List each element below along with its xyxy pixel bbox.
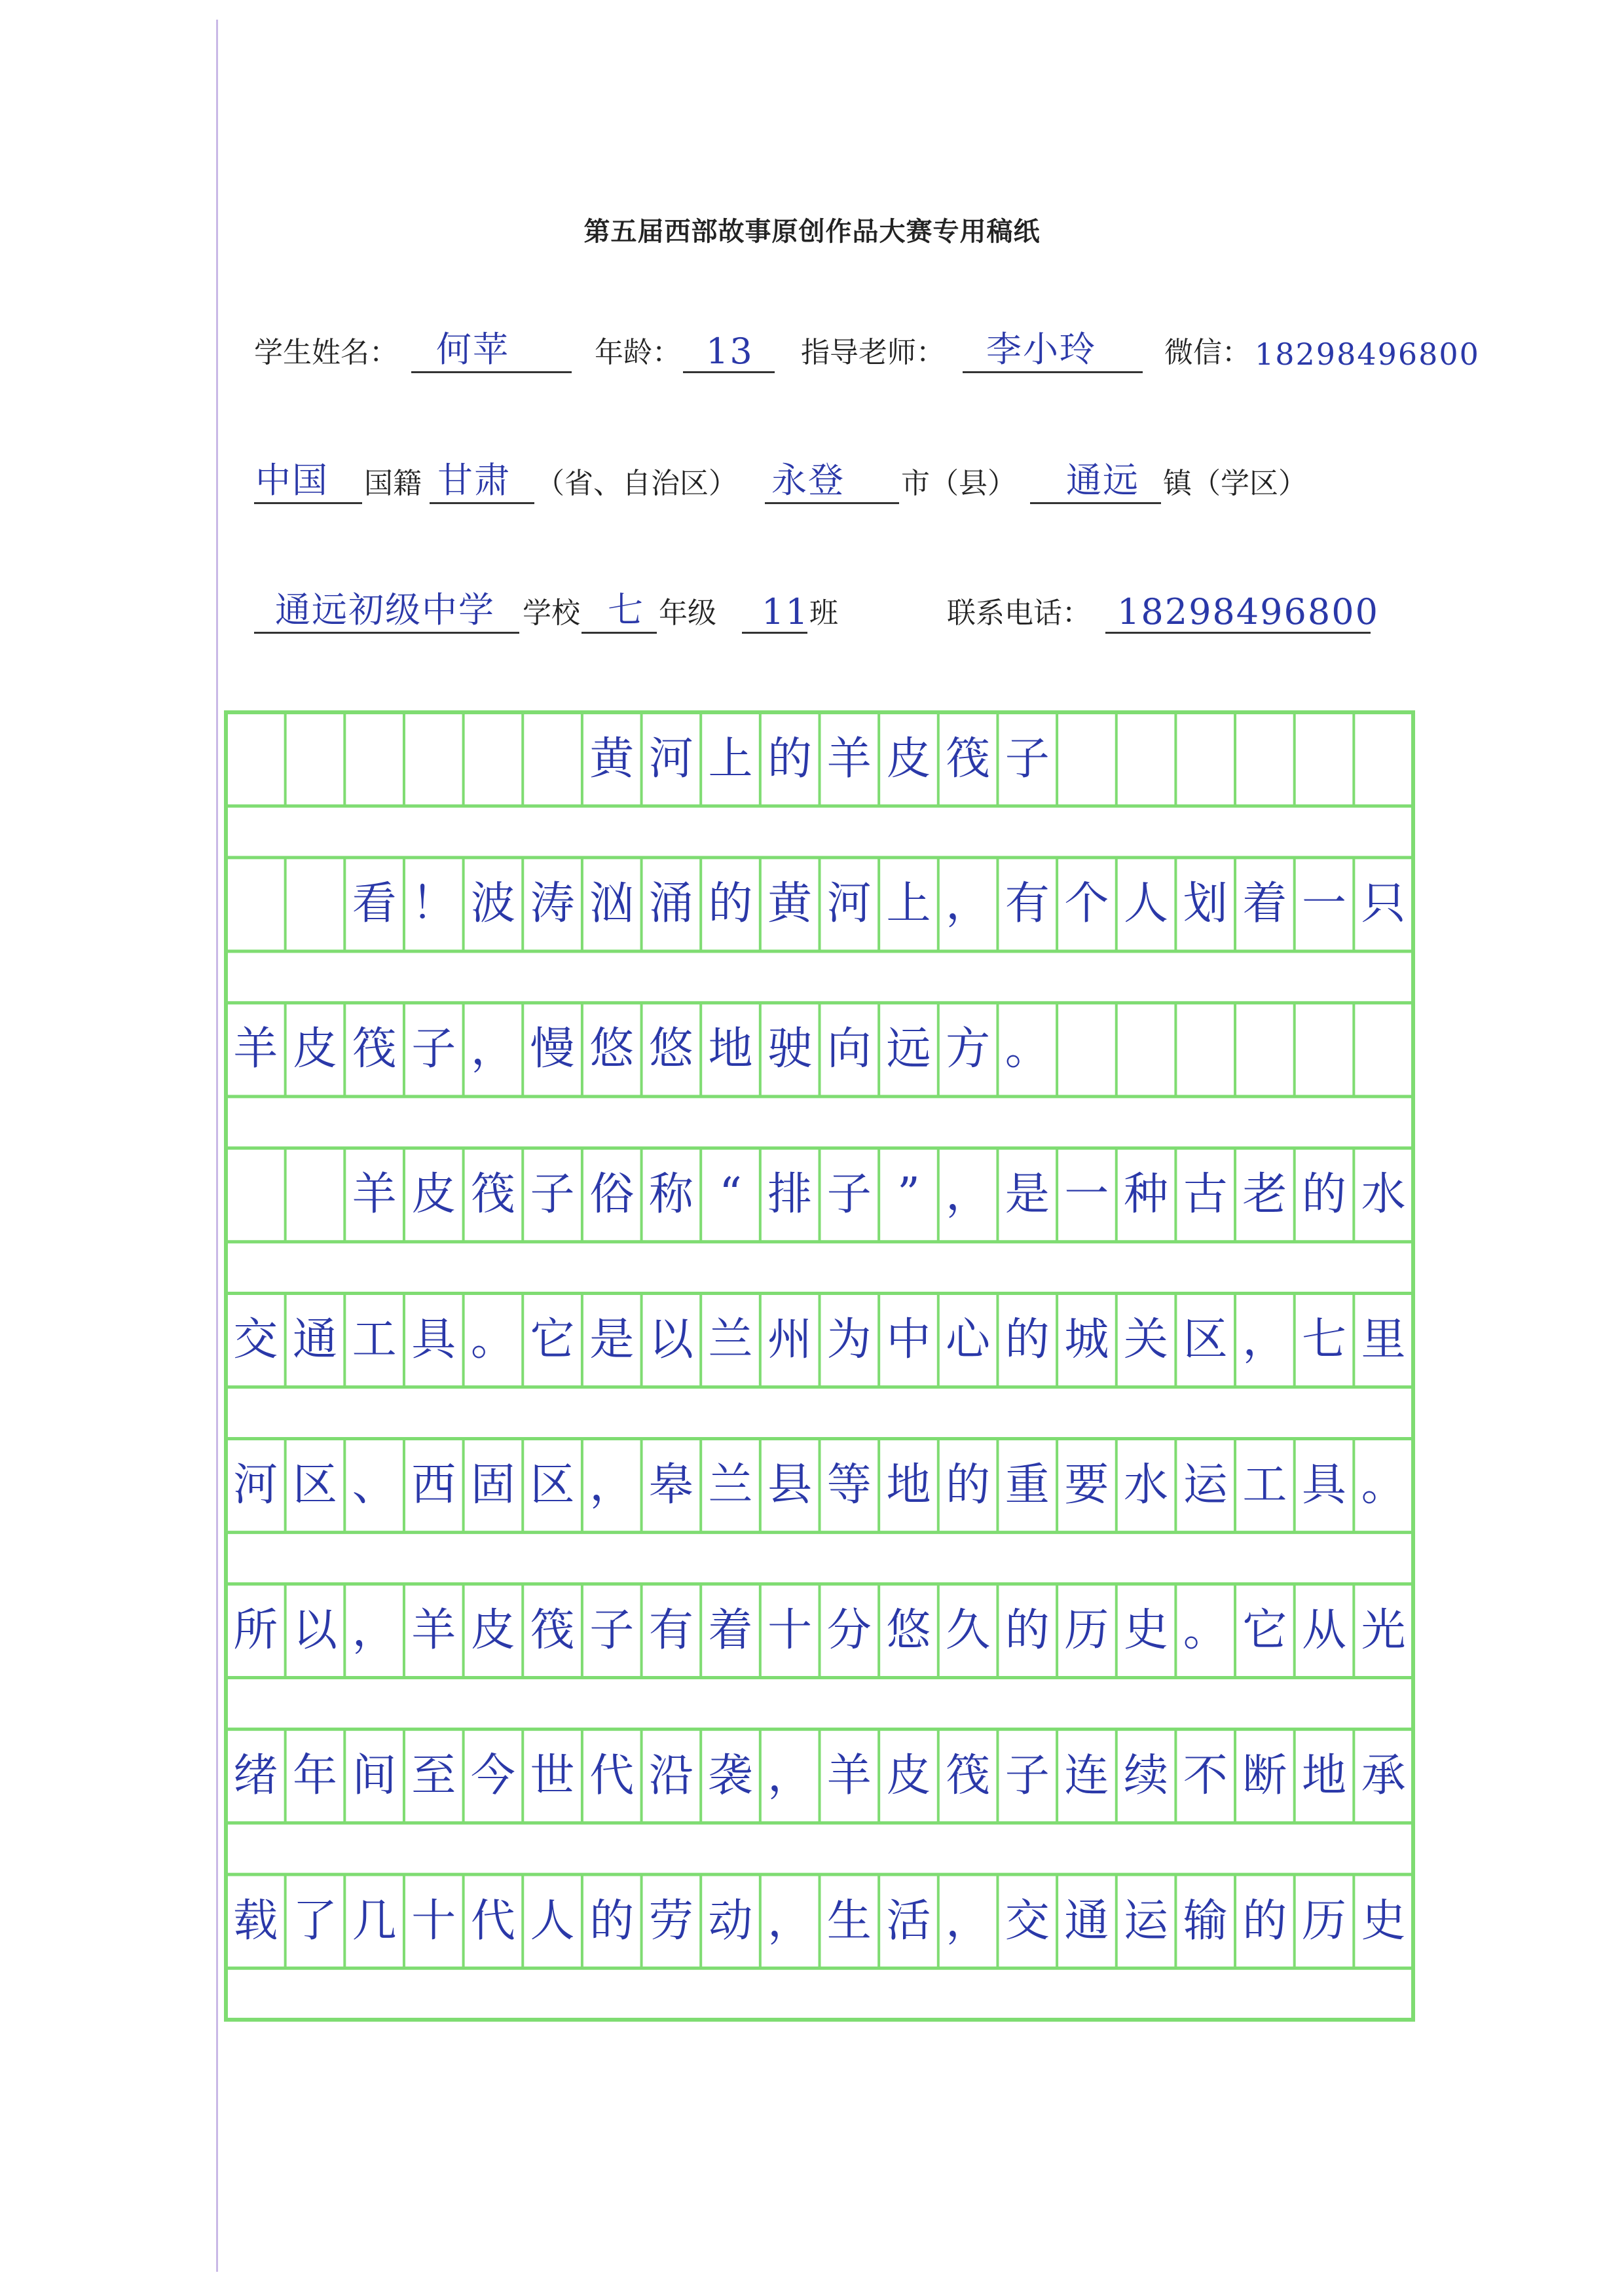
grid-character: 区 <box>292 1459 337 1511</box>
grid-character: 沿 <box>648 1749 693 1802</box>
grid-character: 古 <box>1183 1169 1228 1221</box>
city-value: 永登 <box>771 460 845 501</box>
grid-character: 俗 <box>589 1169 635 1221</box>
grid-character: 子 <box>411 1023 456 1076</box>
grid-character: 子 <box>589 1604 635 1656</box>
grid-character: 交 <box>233 1314 278 1366</box>
grid-character: 动 <box>708 1895 753 1947</box>
grid-character: 中 <box>886 1314 931 1366</box>
grid-character: 袭 <box>708 1749 753 1802</box>
grid-character: 断 <box>1242 1749 1287 1802</box>
grid-character: 的 <box>1005 1314 1050 1366</box>
grid-character: 皋 <box>648 1459 693 1511</box>
grid-character: 城 <box>1064 1314 1109 1366</box>
grid-character: 子 <box>1005 1749 1050 1802</box>
grid-character: 皮 <box>411 1169 456 1221</box>
age-label: 年龄： <box>595 336 681 369</box>
grid-character: 看 <box>352 878 397 930</box>
grid-character: 史 <box>1361 1895 1406 1947</box>
grid-character: 涛 <box>530 878 575 930</box>
grid-character: 人 <box>1124 878 1169 930</box>
grid-character: 交 <box>1005 1895 1050 1947</box>
grid-character: 。 <box>470 1314 515 1366</box>
grid-character: 是 <box>1005 1169 1050 1221</box>
grid-character: ！ <box>411 878 456 930</box>
province-label: （省、自治区） <box>536 467 737 500</box>
grid-character: 所 <box>233 1604 278 1656</box>
grid-character: 地 <box>1302 1749 1347 1802</box>
grid-character: 具 <box>411 1314 456 1366</box>
grid-character: ， <box>1242 1314 1287 1366</box>
grid-character: 区 <box>1183 1314 1228 1366</box>
grid-character: 绪 <box>233 1749 278 1802</box>
grid-character: ， <box>589 1459 635 1511</box>
grid-character: 黄 <box>589 733 635 785</box>
grid-character: 一 <box>1302 878 1347 930</box>
grid-character: 河 <box>233 1459 278 1511</box>
grid-character: 它 <box>1242 1604 1287 1656</box>
grid-character: 的 <box>946 1459 991 1511</box>
grade-label: 年级 <box>659 596 716 630</box>
grid-character: 至 <box>411 1749 456 1802</box>
grid-character: 心 <box>946 1314 991 1366</box>
grid-character: 十 <box>411 1895 456 1947</box>
grid-character: 有 <box>648 1604 693 1656</box>
grid-character: 通 <box>1064 1895 1109 1947</box>
student-name-label: 学生姓名： <box>254 336 398 369</box>
grid-character: 它 <box>530 1314 575 1366</box>
grid-character: 皮 <box>470 1604 515 1656</box>
grid-character: 兰 <box>708 1459 753 1511</box>
grid-character: 黄 <box>767 878 813 930</box>
grid-character: 、 <box>352 1459 397 1511</box>
grid-character: 向 <box>826 1023 872 1076</box>
grid-character: 西 <box>411 1459 456 1511</box>
class-label: 班 <box>809 596 838 630</box>
grid-character: 地 <box>886 1459 931 1511</box>
grid-character: 皮 <box>292 1023 337 1076</box>
grid-character: 光 <box>1361 1604 1406 1656</box>
grid-character: 皮 <box>886 1749 931 1802</box>
grid-character: “ <box>719 1169 742 1221</box>
grid-character: 悠 <box>886 1604 931 1656</box>
grid-character: 子 <box>1005 733 1050 785</box>
town-label: 镇（学区） <box>1163 467 1307 500</box>
grid-character: 兰 <box>708 1314 753 1366</box>
grid-character: 运 <box>1183 1459 1228 1511</box>
school-label: 学校 <box>523 596 580 630</box>
grid-character: 了 <box>292 1895 337 1947</box>
grid-character: 河 <box>826 878 872 930</box>
grid-character: 州 <box>767 1314 813 1366</box>
grade-value: 七 <box>608 589 644 630</box>
town-value: 通远 <box>1066 460 1139 501</box>
grid-character: 历 <box>1064 1604 1109 1656</box>
grid-character: 涌 <box>648 878 693 930</box>
grid-character: 固 <box>470 1459 515 1511</box>
grid-character: 是 <box>589 1314 635 1366</box>
grid-character: 人 <box>530 1895 575 1947</box>
grid-character: 。 <box>1183 1604 1228 1656</box>
grid-character: 县 <box>767 1459 813 1511</box>
grid-character: 十 <box>767 1604 813 1656</box>
grid-character: 筏 <box>470 1169 515 1221</box>
grid-character: 代 <box>589 1749 635 1802</box>
grid-character: ， <box>767 1749 813 1802</box>
grid-character: 为 <box>826 1314 872 1366</box>
class-value: 11 <box>762 591 809 632</box>
grid-character: 重 <box>1005 1459 1050 1511</box>
grid-character: 等 <box>826 1459 872 1511</box>
grid-character: 悠 <box>589 1023 635 1076</box>
grid-character: 着 <box>708 1604 753 1656</box>
grid-character: 羊 <box>352 1169 397 1221</box>
grid-character: 工 <box>352 1314 397 1366</box>
grid-character: 以 <box>292 1604 337 1656</box>
grid-character: 从 <box>1302 1604 1347 1656</box>
grid-character: 皮 <box>886 733 931 785</box>
city-label: 市（县） <box>901 467 1016 500</box>
grid-character: 有 <box>1005 878 1050 930</box>
grid-character: 生 <box>826 1895 872 1947</box>
grid-character: 具 <box>1302 1459 1347 1511</box>
grid-character: 的 <box>767 733 813 785</box>
grid-character: 地 <box>708 1023 753 1076</box>
grid-character: 方 <box>946 1023 991 1076</box>
grid-character: 间 <box>352 1749 397 1802</box>
grid-character: 关 <box>1124 1314 1169 1366</box>
grid-character: 着 <box>1242 878 1287 930</box>
grid-character: 子 <box>530 1169 575 1221</box>
grid-character: 子 <box>826 1169 872 1221</box>
grid-character: 排 <box>767 1169 813 1221</box>
grid-character: 一 <box>1064 1169 1109 1221</box>
grid-character: ， <box>767 1895 813 1947</box>
grid-character: 续 <box>1124 1749 1169 1802</box>
grid-character: 波 <box>470 878 515 930</box>
grid-character: 劳 <box>648 1895 693 1947</box>
grid-character: 七 <box>1302 1314 1347 1366</box>
grid-character: 里 <box>1361 1314 1406 1366</box>
grid-character: 连 <box>1064 1749 1109 1802</box>
grid-character: 羊 <box>826 733 872 785</box>
grid-character: 承 <box>1361 1749 1406 1802</box>
grid-character: 以 <box>648 1314 693 1366</box>
page-title: 第五届西部故事原创作品大赛专用稿纸 <box>583 217 1041 247</box>
grid-character: 羊 <box>233 1023 278 1076</box>
grid-character: 筏 <box>946 733 991 785</box>
phone-label: 联系电话： <box>947 596 1091 630</box>
province-value: 甘肃 <box>437 460 511 501</box>
grid-character: 。 <box>1005 1023 1050 1076</box>
grid-character: 年 <box>292 1749 337 1802</box>
grid-character: 上 <box>886 878 931 930</box>
grid-character: 个 <box>1064 878 1109 930</box>
grid-character: 不 <box>1183 1749 1228 1802</box>
grid-character: 水 <box>1361 1169 1406 1221</box>
grid-character: 运 <box>1124 1895 1169 1947</box>
grid-character: 史 <box>1124 1604 1169 1656</box>
grid-character: ” <box>897 1169 920 1221</box>
grid-character: 历 <box>1302 1895 1347 1947</box>
grid-character: 要 <box>1064 1459 1109 1511</box>
grid-character: 代 <box>470 1895 515 1947</box>
nationality-label: 国籍 <box>364 467 422 500</box>
grid-character: ， <box>946 1895 991 1947</box>
teacher-label: 指导老师： <box>801 336 945 369</box>
grid-character: 老 <box>1242 1169 1287 1221</box>
grid-character: ， <box>352 1604 397 1656</box>
grid-character: 种 <box>1124 1169 1169 1221</box>
grid-character: 的 <box>1242 1895 1287 1947</box>
grid-character: ， <box>470 1023 515 1076</box>
phone-value: 18298496800 <box>1117 591 1379 632</box>
grid-character: 羊 <box>411 1604 456 1656</box>
grid-character: 筏 <box>352 1023 397 1076</box>
grid-character: 筏 <box>946 1749 991 1802</box>
grid-character: 活 <box>886 1895 931 1947</box>
grid-character: 悠 <box>648 1023 693 1076</box>
grid-character: 的 <box>589 1895 635 1947</box>
grid-character: 久 <box>946 1604 991 1656</box>
grid-character: 只 <box>1361 878 1406 930</box>
grid-character: ， <box>946 1169 991 1221</box>
grid-character: ， <box>946 878 991 930</box>
grid-character: 分 <box>826 1604 872 1656</box>
school-value: 通远初级中学 <box>275 589 495 630</box>
grid-character: 远 <box>886 1023 931 1076</box>
grid-character: 称 <box>648 1169 693 1221</box>
grid-character: 的 <box>708 878 753 930</box>
age-value: 13 <box>706 331 754 372</box>
grid-character: 羊 <box>826 1749 872 1802</box>
grid-character: 的 <box>1005 1604 1050 1656</box>
grid-character: 的 <box>1302 1169 1347 1221</box>
wechat-label: 微信： <box>1164 336 1251 369</box>
grid-character: 输 <box>1183 1895 1228 1947</box>
grid-character: 驶 <box>767 1023 813 1076</box>
grid-character: 今 <box>470 1749 515 1802</box>
grid-character: 通 <box>292 1314 337 1366</box>
grid-character: 载 <box>233 1895 278 1947</box>
wechat-value: 18298496800 <box>1255 337 1480 372</box>
grid-character: 筏 <box>530 1604 575 1656</box>
grid-character: 世 <box>530 1749 575 1802</box>
grid-character: 水 <box>1124 1459 1169 1511</box>
grid-character: 区 <box>530 1459 575 1511</box>
grid-character: 。 <box>1361 1459 1406 1511</box>
country-value: 中国 <box>255 460 329 501</box>
grid-character: 划 <box>1183 878 1228 930</box>
grid-character: 慢 <box>530 1023 575 1076</box>
teacher-value: 李小玲 <box>986 329 1096 370</box>
grid-character: 工 <box>1242 1459 1287 1511</box>
grid-character: 汹 <box>589 878 635 930</box>
grid-character: 上 <box>708 733 753 785</box>
grid-character: 河 <box>648 733 693 785</box>
student-name-value: 何苹 <box>436 329 509 370</box>
grid-character: 几 <box>352 1895 397 1947</box>
